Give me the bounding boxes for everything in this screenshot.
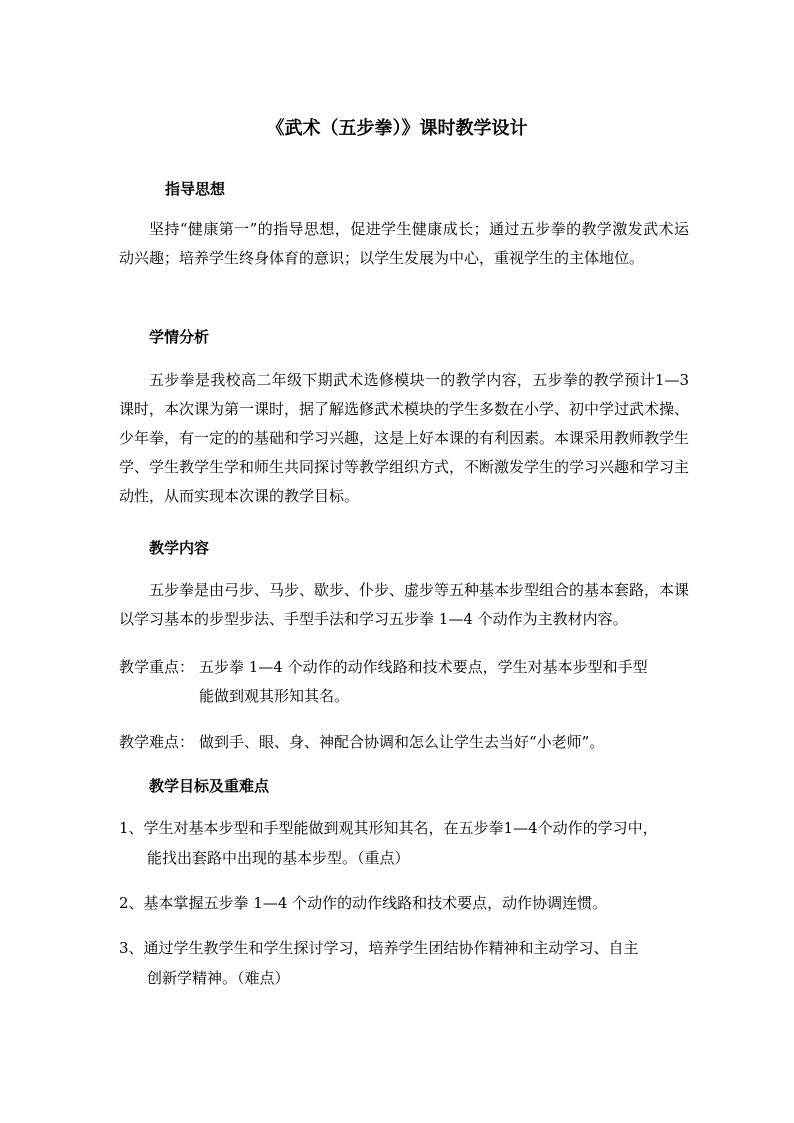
goal-item-1-line-2: 能找出套路中出现的基本步型。（重点） (147, 849, 410, 867)
paragraph-guiding-ideology: 坚持“健康第一”的指导思想，促进学生健康成长；通过五步拳的教学激发武术运动兴趣；培养学生终身体育的意识；以学生发展为中心，重视学生的主体地位。 (119, 220, 689, 267)
difficulty-label: 教学难点： (119, 733, 195, 751)
difficulty-text: 做到手、眼、身、神配合协调和怎么让学生去当好“小老师”。 (199, 733, 605, 751)
document-title: 《武术（五步拳）》课时教学设计 (266, 118, 528, 139)
paragraph-teaching-content: 五步拳是由弓步、马步、歇步、仆步、虚步等五种基本步型组合的基本套路，本课以学习基本的步型步法、手型手法和学习五步拳 1—4 个动作为主教材内容。 (119, 581, 690, 628)
goal-item-2-line-1: 2、基本掌握五步拳 1—4 个动作的动作线路和技术要点，动作协调连惯。 (119, 894, 608, 912)
goal-item-1-line-1: 1、学生对基本步型和手型能做到观其形知其名，在五步拳1—4个动作的学习中， (119, 819, 658, 837)
key-point-text-line-1: 五步拳 1—4 个动作的动作线路和技术要点，学生对基本步型和手型 (199, 658, 648, 676)
paragraph-student-analysis: 五步拳是我校高二年级下期武术选修模块一的教学内容，五步拳的教学预计1—3课时，本次课为第一课时，据了解选修武术模块的学生多数在小学、初中学过武术操、少年拳，有一定的的基础和学习兴趣，这是上好本课的有利因素。本课采用教师教学生学、学生教学生学和师生共同探讨等教学组织方式，不断激发学生的学习兴趣和学习主动性，从而实现本次课的教学目标。 (119, 371, 690, 505)
heading-guiding-ideology: 指导思想 (165, 180, 226, 198)
key-point-text-line-2: 能做到观其形知其名。 (199, 687, 350, 705)
goal-item-3-line-1: 3、通过学生教学生和学生探讨学习，培养学生团结协作精神和主动学习、自主 (119, 939, 639, 957)
goal-item-3-line-2: 创新学精神。（难点） (147, 969, 290, 987)
key-point-label: 教学重点： (119, 658, 195, 676)
heading-teaching-content: 教学内容 (149, 539, 210, 557)
heading-student-analysis: 学情分析 (149, 328, 210, 346)
heading-teaching-goals: 教学目标及重难点 (149, 777, 270, 795)
